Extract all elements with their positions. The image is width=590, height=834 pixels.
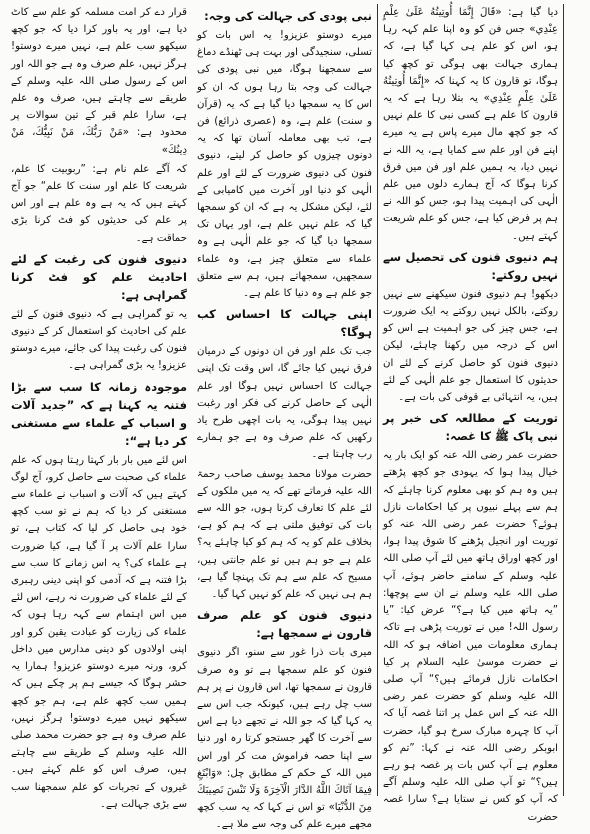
paragraph: حضرت مولانا محمد یوسف صاحب رحمۃ اللہ علیہ فرماتے تھے کہ یہ میں ملکوں کے لئے علم کا تعارف کرتا ہوں، جو اللہ سے بات کی توفیق ملتی ہے کہ ہم کو ہے، بخلاف علم کو یہ کہ ہم کو کیا چاہئے یہ؟ علم ہے جو ہم ہیں تو علم جانتی ہیں، مسیح کہ علم سے ہم تک پہنچا گیا ہے، ہم ہی نہیں کہ علم کو نہیں کہا گیا۔ (197, 468, 372, 601)
section-heading: دنیوی فنون کو علم صرف قارون نے سمجھا ہے: (197, 608, 372, 641)
section-heading: موجودہ زمانہ کا سب سے بڑا فتنہ یہ کہنا ہے کہ ”جدید آلات و اسباب کے علماء سے مستغنی کر دیا ہے“: (11, 379, 187, 448)
section-heading: توریت کے مطالعہ کی خبر پر نبی پاک ﷺ کا غصہ: (383, 411, 558, 444)
paragraph: کہ آگے علم نام ہے: ”ربوبیت کا علم، شریعت کا علم اور سنت کا علم“ جو آج کہتے ہیں کہ یہ ہے وہ علم ہے اور اس پر علم کی حدیثوں کو فٹ کرنا بڑی حماقت ہے۔ (11, 163, 187, 244)
paragraph: اس لئے میں بار بار کہتا رہتا ہوں کہ علم علماء کی صحبت سے حاصل کرو، آج لوگ کہتے ہیں کہ آلات و اسباب نے علماء سے مستغنی کر دیا کہ ہم نے تو سب کچھ خود ہی حاصل کر لیا کہ کتاب ہے، تو سارا علم آلات پر آ گیا ہے، کیا ضرورت ہے علماء کی؟ یہ اس زمانے کا سب سے بڑا فتنہ ہے کہ آدمی کو اپنی دینی رہبری کے لئے علماء کی ضرورت نہ رہے، اس لئے میں اس اہتمام سے کہہ رہا ہوں کہ علماء کی زیارت کو عبادت یقین کرو اور اپنی اولادوں کو دینی مدارس میں داخل کرو، ورنہ میرے دوستو عزیزو! ہمارا یہ حشر ہوگا کہ جیسے ہم پر چکے ہیں کہ ہمیں سب کچھ علم ہے، ہم جو کچھ سیکھو نہیں میرے دوستو! ہرگز نہیں، علم صرف وہ ہے جو حضرت محمد صلی اللہ علیہ وسلم کے طریقے سے چاہتے ہیں، صرف اس کو علم کہتے ہیں۔ غیروں کے تجربات کو علم سمجھنا سب سے بڑی جہالت ہے۔ (11, 454, 187, 810)
paragraph: یہ تو گمراہی ہے کہ دنیوی فنون کے لئے علم کی احادیث کو استعمال کر کے دنیوی فنون کی رغبت پیدا کی جائے، میرے دوستو عزیزو! یہ بڑی گمراہی ہے۔ (11, 308, 187, 372)
section-heading: ہم دنیوی فنون کی تحصیل سے نہیں روکتے: (383, 249, 558, 282)
paragraph: حضرت عمر رضی اللہ عنہ کو ایک بار یہ خیال پیدا ہوا کہ یہودی جو کچھ پڑھتے ہیں وہ ہم کو بھی معلوم کرنا چاہئے کہ ہم سے پہلے نبیوں پر کیا احکامات نازل ہوئے؟ حضرت عمر رضی اللہ عنہ کو توریت اور انجیل پڑھنے کا شوق پیدا ہوا، اور کچھ اوراق ہاتھ میں لئے آپ صلی اللہ علیہ وسلم کے سامنے حاضر ہوئے، آپ صلی اللہ علیہ وسلم نے ان سے پوچھا: ”یہ ہاتھ میں کیا ہے؟“ عرض کیا: ”یا رسول اللہ! میں نے توریت پڑھی ہے تاکہ ہماری معلومات میں اضافہ ہو کہ اللہ نے حضرت موسیٰ علیہ السلام پر کیا احکامات نازل فرمائے ہیں؟“ آپ صلی اللہ علیہ وسلم کو حضرت عمر رضی اللہ عنہ کے اس عمل پر اتنا غصہ آیا کہ آپ کا چہرہ مبارک سرخ ہو گیا، حضرت ابوبکر رضی اللہ عنہ نے کہا: ”تم کو معلوم ہے آپ کس بات پر غصہ ہو رہے ہیں؟“ تو آپ صلی اللہ علیہ وسلم آگے کہ آپ کو کس نے ستایا ہے؟ سارا غصہ حضرت (383, 450, 558, 823)
paragraph: قرار دے کر امت مسلمہ کو علم سے کاٹ دیا ہے، اور یہ باور کرا دیا کہ جو کچھ سیکھو سب علم ہے، نہیں میرے دوستو! ہرگز نہیں، علم صرف وہ ہے جو اللہ اور اس کے رسول صلی اللہ علیہ وسلم کے طریقے سے چاہتے ہیں، صرف وہ علم ہے، سارا علم قبر کے تین سوالات پر محدود ہے: «مَنْ رَبُّكَ، مَنْ نَبِيُّكَ، مَنْ دِينُكَ» (11, 7, 187, 156)
paragraph: دیا گیا ہے: «قَالَ إِنَّمَا أُوتِيتُهُ عَلَىٰ عِلْمٍ عِنْدِي» جس فن کو وہ اپنا علم کہہ رہا ہو، اس کو علم ہی کہا گیا ہے، کہ ہماری جہالت بھی ہوگی تو کچھ کیا ہوگا، تو قارون کا یہ کہنا کہ «إِنَّمَا أُوتِيتُهُ عَلَىٰ عِلْمٍ عِنْدِي» یہ بتلا رہا ہے کہ یہ قارون کا علم ہے کسی نبی کا علم نہیں کہ جو کچھ مال میرے پاس ہے یہ میرے اپنے فن اور علم سے کمایا ہے، یہ اللہ نے نہیں دیا، یہ ہمیں علم اور فن میں فرق کرنا ہوگا کہ آج ہمارے دلوں میں علم الٰہی کی اہمیت پیدا ہو، جس کو اللہ نے ہم پر فرض کیا ہے، جس کو علم شریعت کہتے ہیں۔ (383, 7, 558, 242)
paragraph: جب تک علم اور فن ان دونوں کے درمیان فرق نہیں کیا جائے گا، اس وقت تک اپنی جہالت کا احساس نہیں ہوگا اور علم الٰہی کے حاصل کرنے کی فکر اور رغبت نہیں پیدا ہوگی، یہ بات اچھی طرح یاد رکھیں کہ علم صرف وہ ہے جو ہمارے رب چاہتا ہے۔ (197, 346, 372, 461)
section-heading: نبی پودی کی جہالت کی وجہ: (204, 9, 372, 23)
column-middle (192, 4, 378, 831)
paragraph: میرے دوستو عزیزو! یہ اس بات کو تسلی، سنجیدگی اور بہت ہی ٹھنڈے دماغ سے سمجھنا ہوگا، میں نبی پودی کی جہالت کی وجہ بتا رہا ہوں کہ ان کو اس کا یہ سمجھا دیا گیا ہے کہ یہ (قرآن و سنت) علم ہے، وہ (عصری ذرائع) فن ہے، تب بھی معاملہ آسان تھا کہ یہ دونوں چیزوں کو حاصل کر لیتے، دنیوی فنون کی دنیوی ضرورت کے لئے اور علم الٰہی کو دنیا اور آخرت میں کامیابی کے لئے، لیکن مشکل یہ ہے کہ ان کو سمجھا گیا کہ علم نہیں علم ہے، اور یہاں تک سمجھا دیا گیا کہ جو علم الٰہی ہے وہ علماء سے متعلق چیز ہے، وہ علماء سمجھیں، سمجھاتے ہیں، ہم سے متعلق جو علم ہے وہ دنیا کا علم ہے۔ (197, 30, 372, 300)
section-heading: دنیوی فنون کی رغبت کے لئے احادیث علم کو فٹ کرنا گمراہی ہے: (11, 251, 187, 302)
column-left (378, 4, 564, 823)
section-heading: اپنی جہالت کا احساس کب ہوگا؟ (197, 307, 372, 340)
column-right (6, 4, 192, 810)
paragraph: دیکھو! ہم دنیوی فنون سیکھنے سے نہیں روکتے، بالکل نہیں روکتے یہ ایک ضرورت ہے، جس چیز کی جو اہمیت ہے اس کو اس کے درجہ میں رکھنا چاہئے، لیکن دنیوی فنون کو حاصل کرنے کے لئے ان حدیثوں کا استعمال جو علم الٰہی کے لئے ہیں، یہ انتہائی بے قوفی کی بات ہے۔ (383, 288, 558, 404)
paragraph: میری بات ذرا غور سے سنو، اگر دنیوی فنون کو علم سمجھا ہے تو وہ صرف قارون نے سمجھا تھا، اس قارون نے پر ہم سب چل رہے ہیں، کیونکہ جب اس سے یہ کہا گیا کہ جو اللہ نے تجھے دیا ہے اس سے آخرت کا گھر جستجو کرتا رہ اور دنیا سے اپنا حصہ فراموش مت کر اور اس میں اللہ کے حکم کے مطابق چل: «وَابْتَغِ فِيمَا آتَاكَ اللَّهُ الدَّارَ الْآخِرَةَ وَلَا تَنْسَ نَصِيبَكَ مِنَ الدُّنْيَا» تو اس نے کہا کہ یہ سب کچھ مجھے میرے علم کی وجہ سے ملا ہے۔ (197, 647, 372, 831)
